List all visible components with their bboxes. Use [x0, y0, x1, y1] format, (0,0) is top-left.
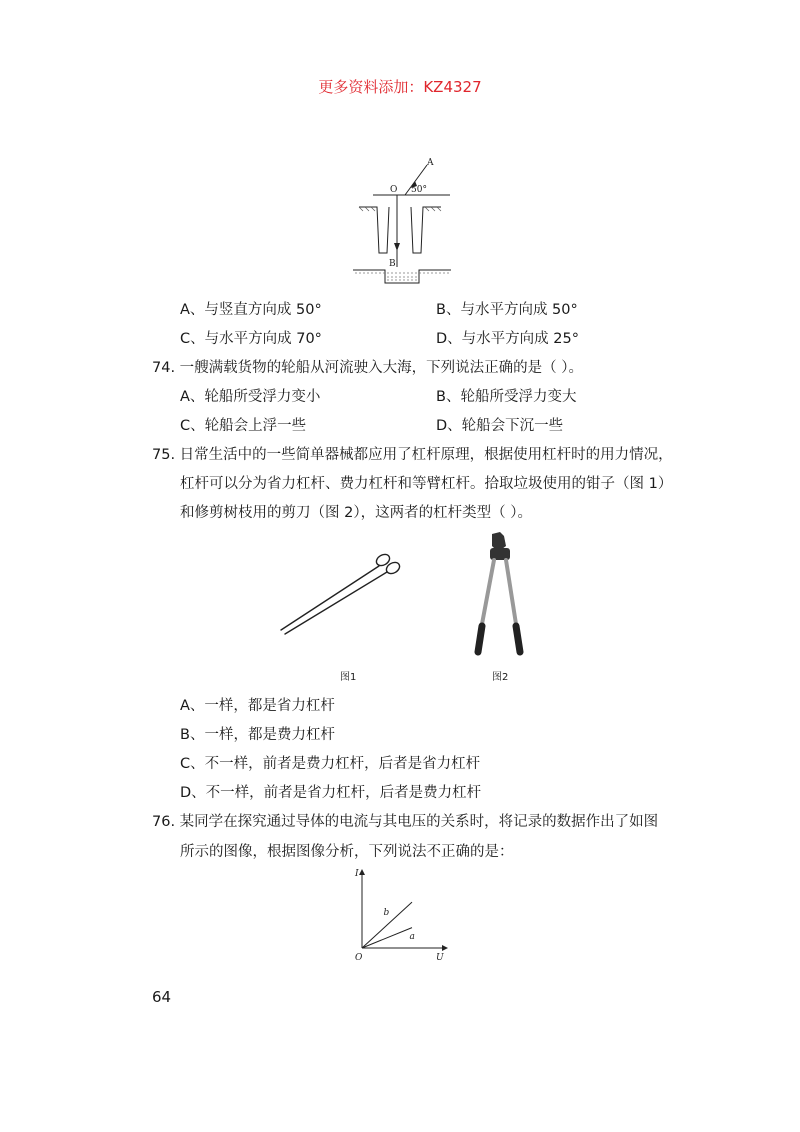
q73-option-a: A、与竖直方向成 50°	[180, 302, 322, 318]
q74-option-b: B、轮船所受浮力变大	[436, 389, 577, 405]
iu-graph	[346, 864, 456, 964]
q74-stem: 74. 一艘满载货物的轮船从河流驶入大海，下列说法正确的是（ ）。	[152, 360, 584, 376]
y-axis-arrow	[359, 869, 365, 875]
q75-stem-line-3: 和修剪树枝用的剪刀（图 2），这两者的杠杆类型（ ）。	[180, 505, 532, 521]
q75-option-c: C、不一样，前者是费力杠杆，后者是省力杠杆	[180, 756, 481, 772]
x-axis-label: U	[436, 953, 444, 963]
header-ad: 更多资料添加：KZ4327	[318, 78, 482, 96]
q73-option-c: C、与水平方向成 70°	[180, 331, 322, 347]
y-axis-label: I	[355, 869, 359, 879]
q74-option-d: D、轮船会下沉一些	[436, 418, 564, 434]
left-shaft-wall	[359, 207, 389, 253]
fig2-caption: 图2	[492, 672, 509, 683]
bolt-cutter-figure	[470, 532, 532, 660]
q75-stem-line-1: 75. 日常生活中的一些简单器械都应用了杠杆原理，根据使用杠杆时的用力情况，	[152, 447, 673, 463]
label-a: A	[427, 158, 434, 168]
tongs-figure	[275, 548, 405, 640]
series-label-a: a	[409, 931, 415, 942]
page-number: 64	[152, 988, 172, 1006]
angle-label: 50°	[411, 185, 427, 195]
q75-stem-line-2: 杠杆可以分为省力杠杆、费力杠杆和等臂杠杆。拾取垃圾使用的钳子（图 1）	[180, 476, 673, 492]
fig1-caption: 图1	[340, 672, 357, 683]
q74-option-c: C、轮船会上浮一些	[180, 418, 307, 434]
q76-stem-line-2: 所示的图像，根据图像分析，下列说法不正确的是：	[180, 844, 514, 860]
label-b: B	[389, 259, 396, 269]
ground-line	[353, 270, 451, 283]
q73-option-b: B、与水平方向成 50°	[436, 302, 578, 318]
q75-option-d: D、不一样，前者是省力杠杆，后者是费力杠杆	[180, 785, 482, 801]
arrow-down	[394, 243, 400, 251]
light-reflection-figure	[345, 155, 455, 290]
q73-option-d: D、与水平方向成 25°	[436, 331, 579, 347]
label-o: O	[390, 185, 398, 195]
series-line-a	[362, 928, 412, 948]
series-label-b: b	[383, 907, 390, 918]
q75-option-b: B、一样，都是费力杠杆	[180, 727, 335, 743]
q76-stem-line-1: 76. 某同学在探究通过导体的电流与其电压的关系时，将记录的数据作出了如图	[152, 814, 659, 830]
origin-label: O	[355, 953, 363, 963]
right-shaft-wall	[411, 207, 441, 253]
q75-option-a: A、一样，都是省力杠杆	[180, 698, 335, 714]
x-axis-arrow	[442, 945, 448, 951]
q74-option-a: A、轮船所受浮力变小	[180, 389, 321, 405]
